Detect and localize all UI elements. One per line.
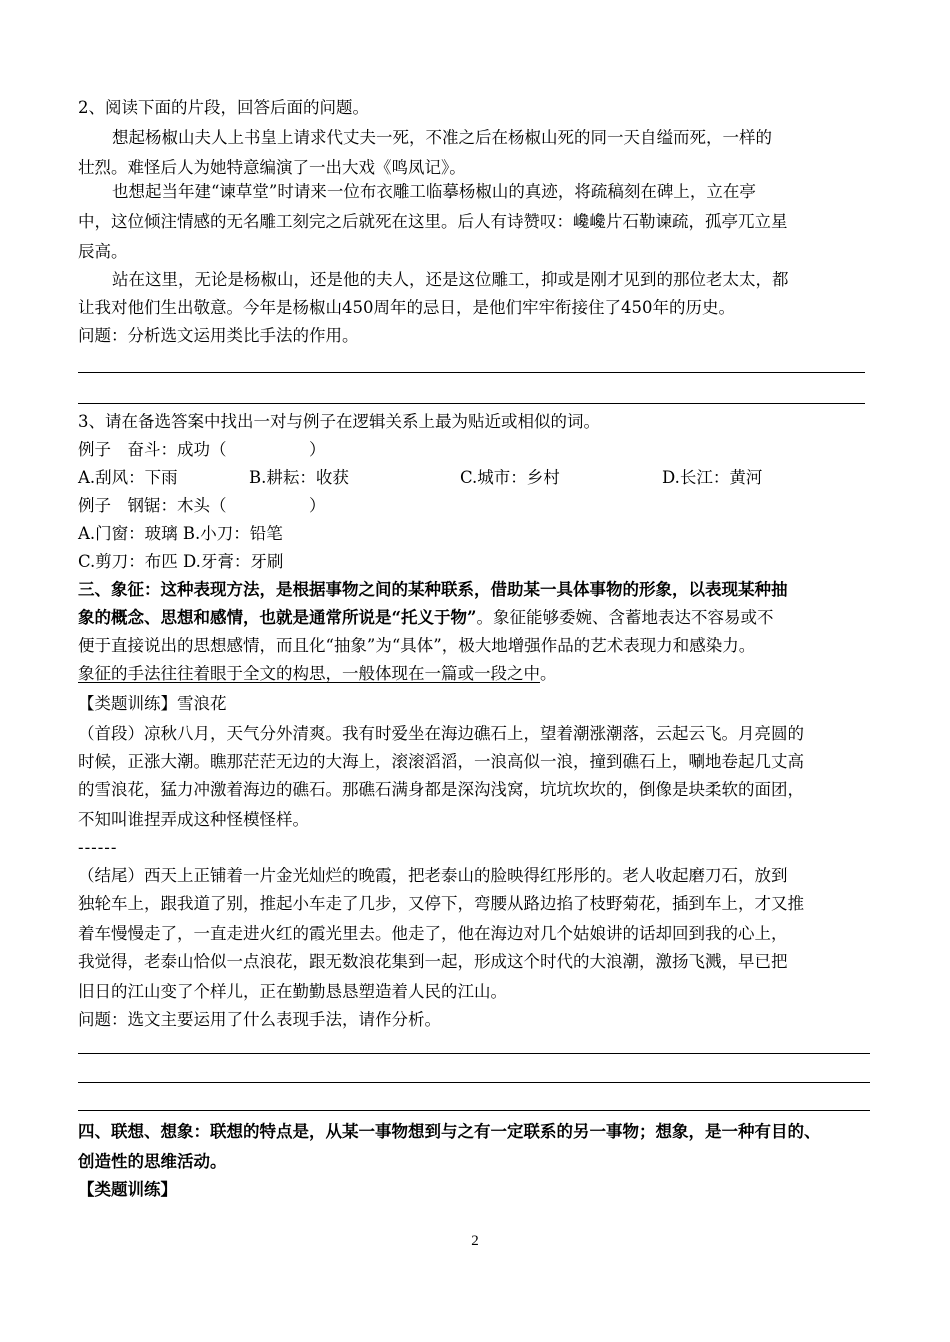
q3-heading: 3、请在备选答案中找出一对与例子在逻辑关系上最为贴近或相似的词。 <box>78 412 600 431</box>
symbolism-definition-line-2 <box>78 606 773 630</box>
q3-ex1-option-d: D.长江：黄河 <box>662 468 763 487</box>
symbolism-question: 问题：选文主要运用了什么表现手法，请作分析。 <box>78 1010 441 1029</box>
q2-answer-line-2 <box>78 403 865 404</box>
symbolism-period: 。 <box>540 664 557 683</box>
symbolism-answer-line-2 <box>78 1082 870 1083</box>
symbolism-answer-line-1 <box>78 1053 870 1054</box>
q2-paragraph-2-line-3: 辰高。 <box>78 242 128 261</box>
association-definition-line-1: 四、联想、想象：联想的特点是，从某一事物想到与之有一定联系的另一事物；想象，是一种有目的、 <box>78 1122 821 1141</box>
q3-example-1: 例子 奋斗：成功（ ） <box>78 440 326 459</box>
q2-question: 问题：分析选文运用类比手法的作用。 <box>78 326 359 345</box>
passage-separator: ------ <box>78 838 118 857</box>
symbolism-underlined-text: 象征的手法往往着眼于全文的构思，一般体现在一篇或一段之中 <box>78 664 540 683</box>
q3-ex1-option-b: B.耕耘：收获 <box>249 468 349 487</box>
q2-paragraph-1-line-1: 想起杨椒山夫人上书皇上请求代丈夫一死，不准之后在杨椒山死的同一天自缢而死，一样的 <box>112 128 772 147</box>
symbolism-training-title: 【类题训练】雪浪花 <box>78 694 227 713</box>
q2-answer-line-1 <box>78 372 865 373</box>
q3-ex2-options-line-2: C.剪刀：布匹 D.牙膏：牙刷 <box>78 552 284 571</box>
passage-ending-line-2: 独轮车上，跟我道了别，推起小车走了几步，又停下，弯腰从路边掐了枝野菊花，插到车上，才又推 <box>78 894 804 913</box>
q2-paragraph-3-line-2: 让我对他们生出敬意。今年是杨椒山450周年的忌日，是他们牢牢衔接住了450年的历史。 <box>78 298 735 317</box>
passage-opening-line-4: 不知叫谁捏弄成这种怪模怪样。 <box>78 810 309 829</box>
association-definition-line-2: 创造性的思维活动。 <box>78 1152 227 1171</box>
passage-ending-line-4: 我觉得，老泰山恰似一点浪花，跟无数浪花集到一起，形成这个时代的大浪潮，激扬飞溅，早已把 <box>78 952 788 971</box>
q3-ex2-options-line-1: A.门窗：玻璃 B.小刀：铅笔 <box>78 524 283 543</box>
symbolism-definition-line-1: 三、象征：这种表现方法，是根据事物之间的某种联系，借助某一具体事物的形象，以表现某种抽 <box>78 580 788 599</box>
q2-heading: 2、阅读下面的片段，回答后面的问题。 <box>78 98 369 117</box>
passage-ending-line-5: 旧日的江山变了个样儿，正在勤勤恳恳塑造着人民的江山。 <box>78 982 507 1001</box>
symbolism-answer-line-3 <box>78 1110 870 1111</box>
passage-opening-line-1: （首段）凉秋八月，天气分外清爽。我有时爱坐在海边礁石上，望着潮涨潮落，云起云飞。月亮圆的 <box>78 724 804 743</box>
q2-paragraph-1-line-2: 壮烈。难怪后人为她特意编演了一出大戏《鸣凤记》。 <box>78 158 466 177</box>
passage-opening-line-2: 时候，正涨大潮。瞧那茫茫无边的大海上，滚滚滔滔，一浪高似一浪，撞到礁石上，唰地卷起几丈高 <box>78 752 804 771</box>
q2-paragraph-3-line-1: 站在这里，无论是杨椒山，还是他的夫人，还是这位雕工，抑或是刚才见到的那位老太太，都 <box>112 270 789 289</box>
q2-paragraph-2-line-2: 中，这位倾注情感的无名雕工刻完之后就死在这里。后人有诗赞叹：巉巉片石勒谏疏，孤亭兀立星 <box>78 212 788 231</box>
q2-paragraph-2-line-1: 也想起当年建“谏草堂”时请来一位布衣雕工临摹杨椒山的真迹，将疏稿刻在碑上，立在亭 <box>112 182 756 201</box>
symbolism-definition-bold: 象的概念、思想和感情，也就是通常所说是“托义于物” <box>78 608 477 627</box>
symbolism-definition-rest: 。象征能够委婉、含蓄地表达不容易或不 <box>476 608 774 627</box>
symbolism-definition-line-4 <box>78 662 557 686</box>
q3-ex1-option-a: A.刮风：下雨 <box>78 468 178 487</box>
passage-ending-line-1: （结尾）西天上正铺着一片金光灿烂的晚霞，把老泰山的脸映得红彤彤的。老人收起磨刀石，放到 <box>78 866 788 885</box>
q3-ex1-option-c: C.城市：乡村 <box>460 468 560 487</box>
q3-example-2: 例子 钢锯：木头（ ） <box>78 496 326 515</box>
association-training-title: 【类题训练】 <box>78 1180 177 1199</box>
symbolism-definition-line-3: 便于直接说出的思想感情，而且化“抽象”为“具体”，极大地增强作品的艺术表现力和感染力。 <box>78 636 756 655</box>
passage-ending-line-3: 着车慢慢走了，一直走进火红的霞光里去。他走了，他在海边对几个姑娘讲的话却回到我的心上， <box>78 924 788 943</box>
page-number: 2 <box>471 1233 479 1249</box>
passage-opening-line-3: 的雪浪花，猛力冲激着海边的礁石。那礁石满身都是深沟浅窝，坑坑坎坎的，倒像是块柔软的面团， <box>78 780 804 799</box>
